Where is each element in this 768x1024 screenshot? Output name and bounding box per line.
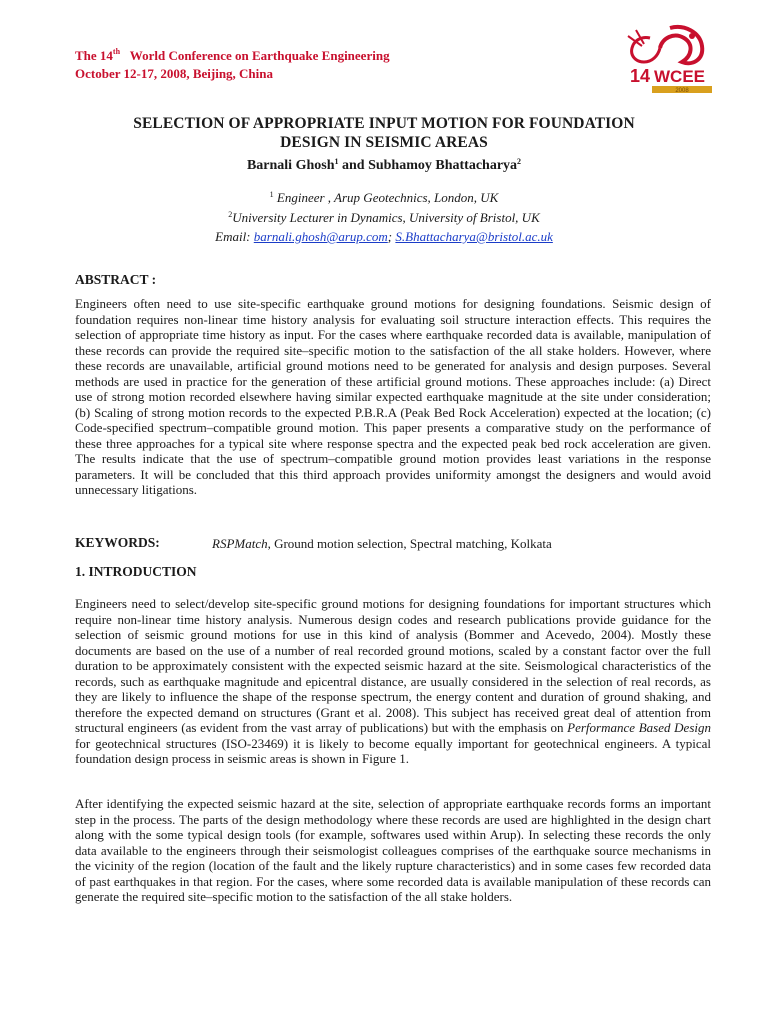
intro-p1-italic: Performance Based Design	[567, 720, 712, 735]
author-line	[60, 158, 708, 174]
conference-ordinal: th	[112, 47, 121, 56]
email-label: Email:	[215, 229, 254, 244]
conference-prefix: The 14	[75, 48, 113, 63]
author-1-sup: 1	[334, 157, 339, 166]
affiliation-1-sup: 1	[269, 190, 274, 199]
email-link-2[interactable]: S.Bhattacharya@bristol.ac.uk	[395, 229, 553, 244]
intro-p1-part2: for geotechnical structures (ISO-23469) it is likely to become equally important for geotechnical engineers. A typical foundation design process in seismic areas is shown in Figure 1.	[75, 735, 711, 766]
keywords-label: KEYWORDS:	[75, 535, 160, 550]
intro-p1-part1: Engineers need to select/develop site-specific ground motions for designing foundations for important structures which require non-linear time history analysis. Numerous design codes and research publications provide guidance for the selection of seismic ground motions for use in this kind of analysis (Bommer and Acevedo, 2004). Mostly these documents are based on the use of a number of real recorded ground motions, scaled by a constant factor over the full duration to be approximately consistent with the expected seismic hazard at the site. Seismological characteristics of the records, such as earthquake magnitude and epicentral distance, are usually considered in the selection of real records, as they are likely to influence the shape of the response spectrum, the energy content and duration of ground shaking, and therefore the expected demand on structures (Grant et al. 2008). This subject has received great deal of attention from structural engineers (as evident from the vast array of publications) but with the emphasis on	[75, 596, 711, 735]
affiliation-1-text: Engineer , Arup Geotechnics, London, UK	[273, 190, 499, 205]
keywords-text	[212, 536, 552, 552]
conference-header	[75, 48, 390, 82]
author-and: and	[338, 158, 369, 173]
author-2: Subhamoy Bhattacharya	[368, 158, 518, 173]
wcee-logo	[622, 22, 718, 100]
keywords-rest: , Ground motion selection, Spectral matching, Kolkata	[267, 536, 552, 551]
introduction-paragraph-1	[75, 596, 711, 767]
conference-dates: October 12-17, 2008, Beijing, China	[75, 66, 274, 81]
conference-name: World Conference on Earthquake Engineering	[129, 48, 390, 63]
author-1: Barnali Ghosh	[246, 158, 335, 173]
affiliation-2-sup: 2	[228, 210, 233, 219]
title-line-2: DESIGN IN SEISMIC AREAS	[280, 134, 488, 151]
introduction-paragraph-2: After identifying the expected seismic hazard at the site, selection of appropriate earthquake records forms an important step in the process. The parts of the design methodology where these records are used are highlighted in the design chart along with the some typical design tools (for example, softwares used within Arup). In selecting these records the only data available to the engineers through their seismologist colleagues comprises of the earthquake source mechanisms in the vicinity of the region (location of the fault and the likely rupture characteristics) and in some cases few recorded data of past earthquakes in that region. For the cases, where some recorded data is available manipulation of these records can generate the required site–specific motion to the satisfaction of the all stake holders.	[75, 796, 711, 904]
title-line-1: SELECTION OF APPROPRIATE INPUT MOTION FOR FOUNDATION	[133, 115, 635, 132]
abstract-text: Engineers often need to use site-specific earthquake ground motions for designing foundations. Seismic design of foundation requires non-linear time history analysis for evaluating soil structure interaction effects. This requires the selection of appropriate time history as input. For the cases where earthquake recorded data is available, manipulation of these records can provide the required site–specific motion to the satisfaction of the all stake holders. However, where these records are unavailable, artificial ground motions need to be generated for analysis and design purposes. Several methods are used in practice for the generation of these artificial ground motions. These approaches include: (a) Direct use of strong motion recorded elsewhere having similar expected earthquake magnitude at the site under consideration; (b) Scaling of strong motion records to the expected P.B.R.A (Peak Bed Rock Acceleration) expected at the location; (c) Code-specified spectrum–compatible ground motion. This paper presents a comparative study on the performance of these three approaches for a typical site where response spectra and the expected peak bed rock acceleration are given. The results indicate that the use of spectrum–compatible ground motion provides least variations in the response parameters. It will be concluded that this third approach provides uniformity amongst the designers and would avoid unnecessary litigations.	[75, 296, 711, 497]
introduction-heading: 1. INTRODUCTION	[75, 564, 197, 579]
affiliation-1	[60, 190, 708, 206]
author-2-sup: 2	[517, 157, 522, 166]
logo-number: 14	[630, 66, 651, 86]
affiliation-2-text: University Lecturer in Dynamics, University of Bristol, UK	[232, 210, 540, 225]
email-link-1[interactable]: barnali.ghosh@arup.com	[253, 229, 388, 244]
keyword-rspmatch: RSPMatch	[212, 536, 268, 551]
email-line	[60, 229, 708, 245]
logo-letters: WCEE	[654, 67, 705, 86]
conference-title-line	[75, 48, 390, 66]
abstract-heading: ABSTRACT :	[75, 272, 157, 287]
affiliation-2	[60, 210, 708, 226]
logo-year: 2008	[675, 88, 689, 94]
email-separator: ;	[387, 229, 396, 244]
paper-title	[60, 114, 708, 152]
